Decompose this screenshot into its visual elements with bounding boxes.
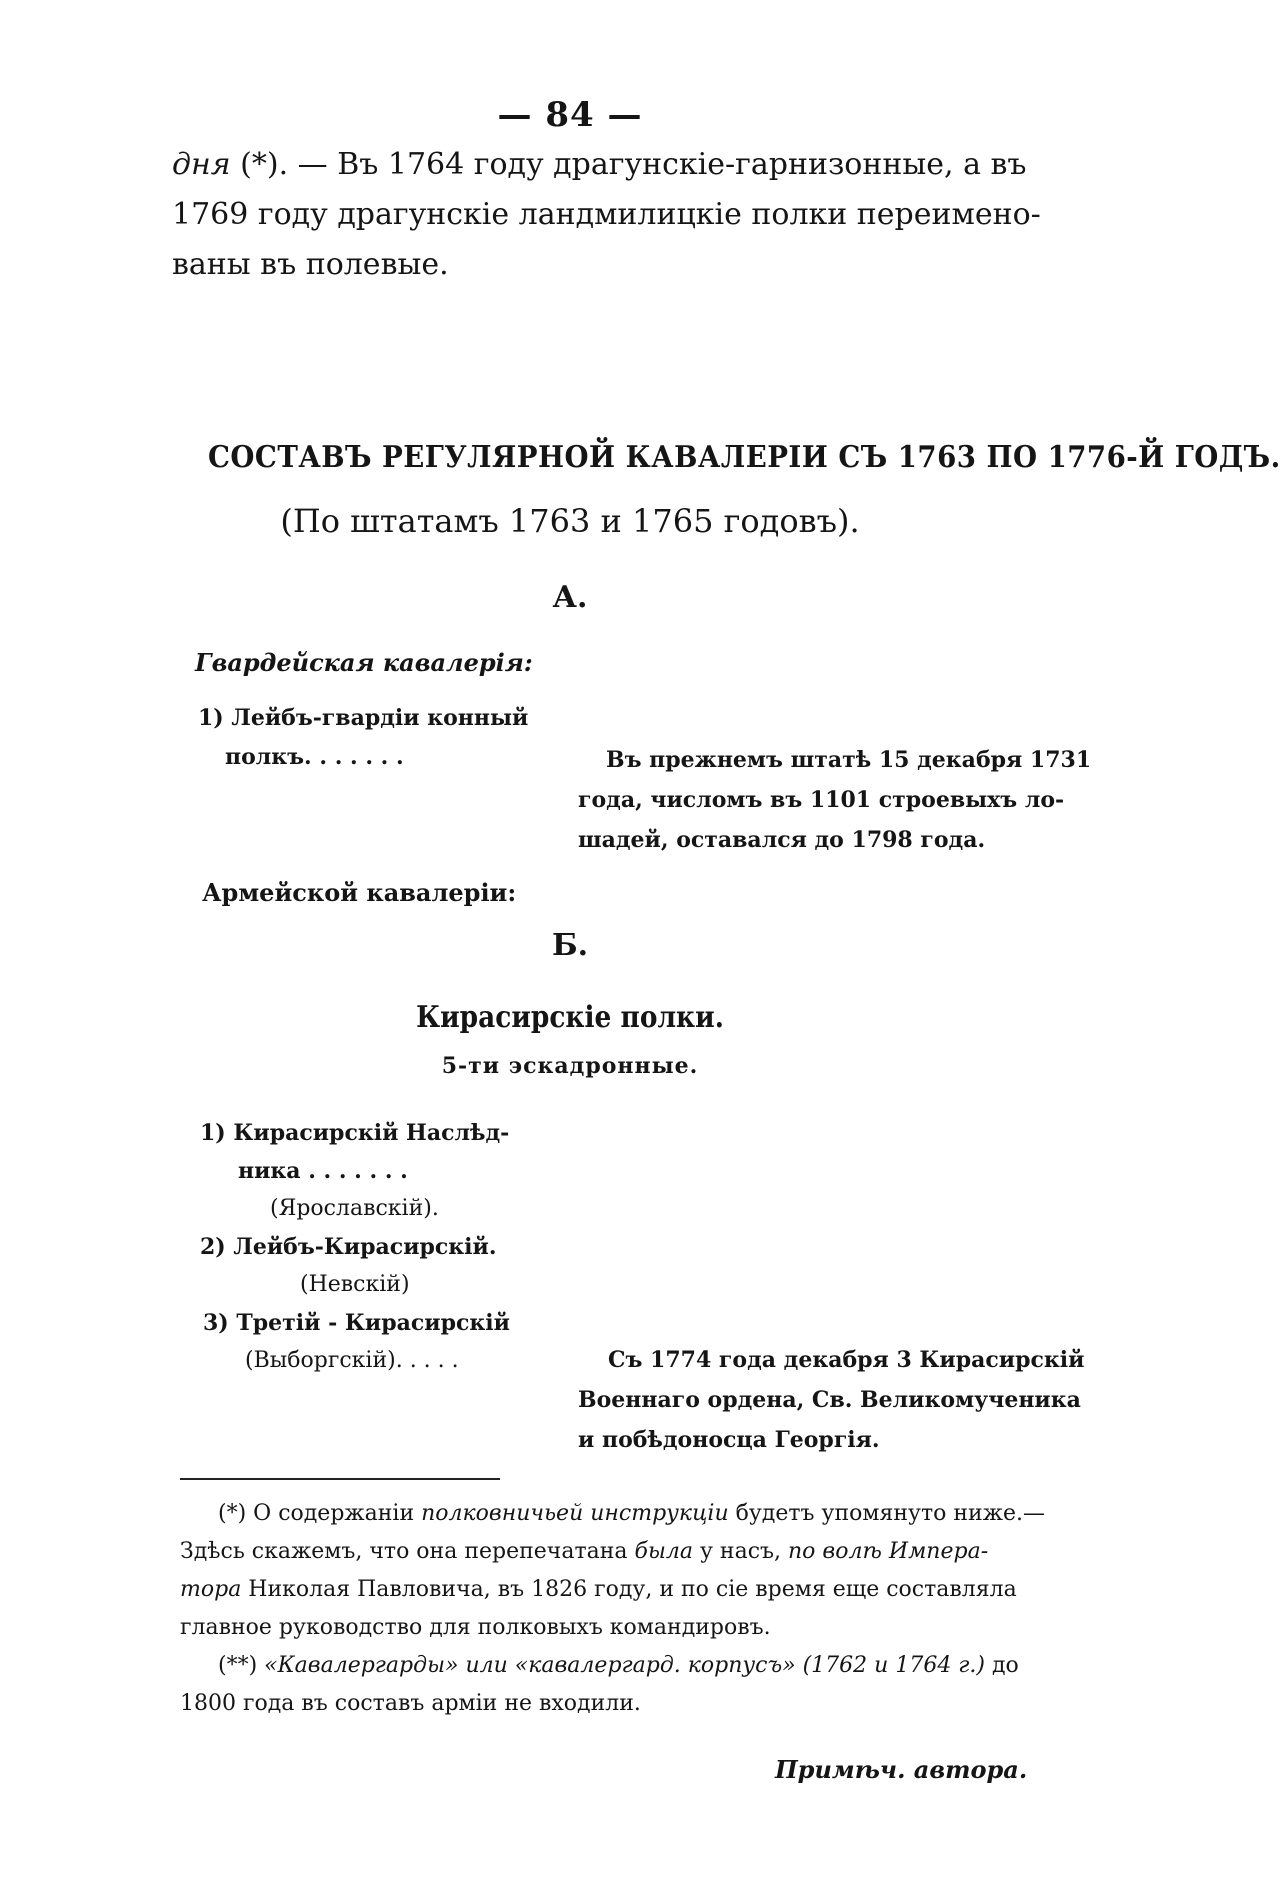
cuirassier-note-line-1: Съ 1774 года декабря 3 Кирасирскій	[608, 1347, 1085, 1373]
cuirassier-entry-1-line-3: (Ярославскій).	[270, 1196, 439, 1221]
footnote-1-line-1	[180, 1495, 1080, 1533]
cuirassier-entry-1-line-2: ника . . . . . . .	[238, 1158, 408, 1184]
intro-line-3: ваны въ полевые.	[172, 247, 449, 282]
army-cavalry-heading: Армейской кавалеріи:	[202, 878, 517, 907]
subtitle: (По штатамъ 1763 и 1765 годовъ).	[280, 502, 860, 540]
footnote-1-line-2-b: была	[634, 1539, 693, 1564]
guard-note-line-2: года, числомъ въ 1101 строевыхъ ло-	[578, 787, 1065, 813]
footnote-1-line-2	[180, 1533, 1080, 1571]
footnote-1-line-3-a: тора	[180, 1577, 242, 1602]
footnote-2-line-1	[180, 1647, 1080, 1685]
footnote-1-line-3	[180, 1571, 1080, 1609]
footnote-1-italic: полковничьей инструкціи	[421, 1501, 729, 1526]
main-title: СОСТАВЪ РЕГУЛЯРНОЙ КАВАЛЕРІИ СЪ 1763 ПО 1776-Й ГОДЪ.	[208, 440, 1281, 475]
footnote-2-marker: (**)	[218, 1653, 265, 1678]
cuirassier-heading: Кирасирскіе полки.	[416, 1000, 724, 1035]
footnote-1-line-3-b: Николая Павловича, въ 1826 году, и по сіе время еще составляла	[241, 1577, 1017, 1602]
section-b-letter: Б.	[551, 928, 589, 963]
footnote-divider	[180, 1478, 500, 1480]
footnote-2-line-2: 1800 года въ составъ арміи не входили.	[180, 1691, 641, 1716]
cuirassier-entry-3-line-1: 3) Третій - Кирасирскій	[203, 1310, 510, 1336]
footnote-2-tail: до	[985, 1653, 1019, 1678]
page-number: — 84 —	[497, 95, 643, 135]
cuirassier-note-line-2: Военнаго ордена, Св. Великомученика	[578, 1387, 1081, 1413]
guard-entry-1-line-1: 1) Лейбъ-гвардіи конный	[198, 705, 529, 731]
footnote-1-line-2-a: Здѣсь скажемъ, что она перепечатана	[180, 1539, 635, 1564]
footnote-1-line-2-c: у насъ,	[693, 1539, 789, 1564]
guard-entry-1-line-2: полкъ. . . . . . .	[225, 744, 404, 770]
intro-paragraph	[172, 140, 1072, 290]
section-a-letter: А.	[552, 580, 588, 615]
footnote-2-italic: «Кавалергарды» или «кавалергард. корпусъ» (1762 и 1764 г.)	[264, 1653, 986, 1678]
cuirassier-entry-1-line-1: 1) Кирасирскій Наслѣд-	[200, 1120, 510, 1146]
cuirassier-entry-2-line-1: 2) Лейбъ-Кирасирскій.	[200, 1234, 497, 1260]
cuirassier-subheading: 5-ти эскадронные.	[441, 1053, 699, 1079]
footnotes	[180, 1495, 1080, 1723]
author-note-attribution: Примѣч. автора.	[775, 1755, 1028, 1784]
cuirassier-entry-3-line-2: (Выборгскій). . . . .	[245, 1348, 459, 1373]
guard-note-line-1: Въ прежнемъ штатѣ 15 декабря 1731	[606, 747, 1092, 773]
footnote-1-line-2-d: по волѣ Импера-	[788, 1539, 989, 1564]
intro-line-1	[172, 140, 1072, 190]
guard-note-line-3: шадей, оставался до 1798 года.	[578, 827, 986, 853]
footnote-1-marker-text: (*) О содержаніи	[218, 1501, 422, 1526]
intro-line-2: 1769 году драгунскіе ландмилицкіе полки переимено-	[172, 197, 1041, 232]
footnote-1-line-4: главное руководство для полковыхъ командировъ.	[180, 1615, 771, 1640]
intro-italic-word: дня	[172, 147, 231, 182]
intro-line-1-text: (*). — Въ 1764 году драгунскіе-гарнизонные, а въ	[230, 147, 1027, 182]
guard-cavalry-heading: Гвардейская кавалерія:	[195, 648, 533, 677]
footnote-1-tail: будетъ упомянуто ниже.—	[728, 1501, 1045, 1526]
cuirassier-entry-2-line-2: (Невскій)	[300, 1272, 410, 1297]
cuirassier-note-line-3: и побѣдоносца Георгія.	[578, 1427, 880, 1453]
